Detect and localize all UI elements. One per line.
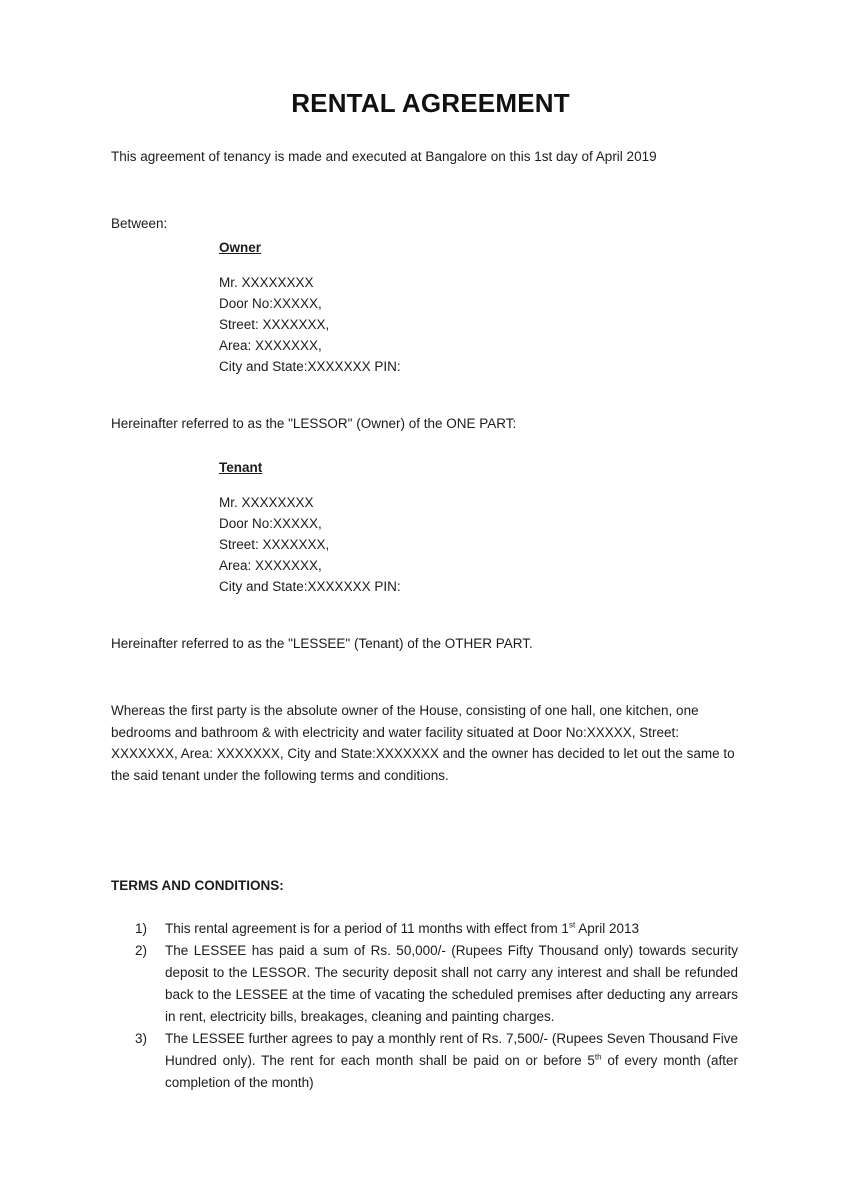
- term-number: 3): [135, 1031, 148, 1046]
- tenant-line: City and State:XXXXXXX PIN:: [219, 579, 401, 594]
- owner-line: Door No:XXXXX,: [219, 296, 322, 311]
- owner-block: [219, 237, 401, 377]
- tenant-block: [219, 457, 401, 597]
- owner-heading: Owner: [219, 240, 262, 255]
- tenant-line: Area: XXXXXXX,: [219, 558, 322, 573]
- owner-line: Mr. XXXXXXXX: [219, 275, 314, 290]
- lessee-note: Hereinafter referred to as the "LESSEE" (Tenant) of the OTHER PART.: [111, 636, 533, 651]
- tenant-line: Street: XXXXXXX,: [219, 537, 330, 552]
- tenant-heading: Tenant: [219, 460, 263, 475]
- document-title: RENTAL AGREEMENT: [291, 88, 570, 118]
- whereas-paragraph: Whereas the first party is the absolute owner of the House, consisting of one hall, one kitchen, one bedrooms and bathroom & with electricity and water facility situated at Door No:XXXXX, Street: XXXXXXX, Area: XXXXXXX, City and State:XXXXXXX and the owner has decided to let out the same to the said tenant under the following terms and conditions.: [111, 703, 735, 783]
- between-label: Between:: [111, 216, 168, 231]
- term-item: [135, 1028, 738, 1094]
- term-text: The LESSEE further agrees to pay a monthly rent of Rs. 7,500/- (Rupees Seven Thousand Five Hundred only). The rent for each month shall be paid on or before 5th of every month (after completion of the month): [165, 1031, 739, 1090]
- term-text: The LESSEE has paid a sum of Rs. 50,000/- (Rupees Fifty Thousand only) towards security deposit to the LESSOR. The security deposit shall not carry any interest and shall be refunded back to the LESSEE at the time of vacating the scheduled premises after deducting any arrears in rent, electricity bills, breakages, cleaning and painting charges.: [165, 943, 738, 1024]
- owner-line: Street: XXXXXXX,: [219, 317, 330, 332]
- owner-line: City and State:XXXXXXX PIN:: [219, 359, 401, 374]
- term-text: This rental agreement is for a period of 11 months with effect from 1st April 2013: [165, 920, 639, 936]
- intro-paragraph: This agreement of tenancy is made and executed at Bangalore on this 1st day of April 2019: [111, 149, 657, 164]
- lessor-note: Hereinafter referred to as the "LESSOR" (Owner) of the ONE PART:: [111, 416, 517, 431]
- owner-line: Area: XXXXXXX,: [219, 338, 322, 353]
- tenant-line: Door No:XXXXX,: [219, 516, 322, 531]
- terms-list: [135, 918, 738, 1094]
- term-number: 2): [135, 943, 148, 958]
- terms-heading: TERMS AND CONDITIONS:: [111, 878, 284, 893]
- term-item: [135, 940, 738, 1028]
- term-number: 1): [135, 921, 148, 936]
- term-item: [135, 918, 738, 940]
- tenant-line: Mr. XXXXXXXX: [219, 495, 314, 510]
